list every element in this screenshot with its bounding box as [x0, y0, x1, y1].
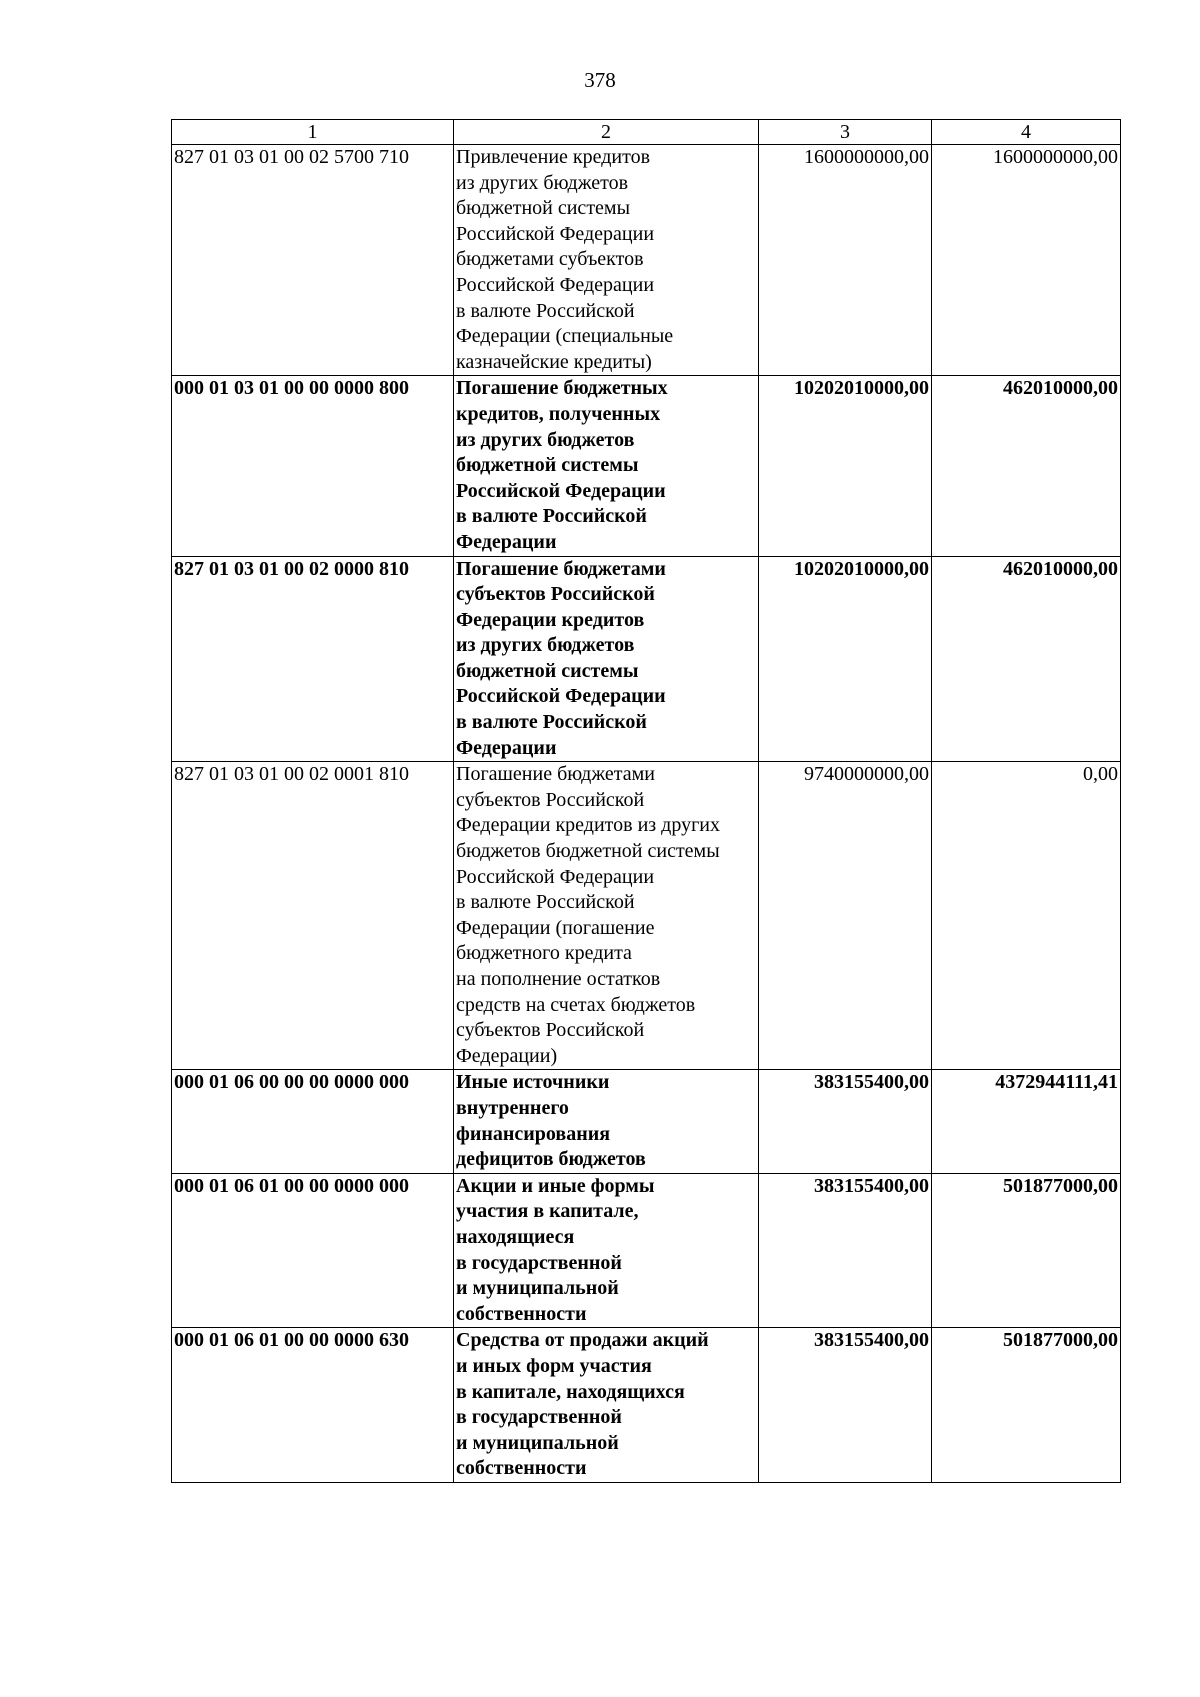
value-column-3: 383155400,00	[759, 1173, 932, 1328]
item-name: Акции и иные формы участия в капитале, находящиеся в государственной и муниципальной собственности	[454, 1173, 759, 1328]
item-name: Иные источники внутреннего финансирования дефицитов бюджетов	[454, 1070, 759, 1173]
budget-code: 000 01 06 01 00 00 0000 630	[172, 1328, 454, 1483]
value-column-4: 462010000,00	[932, 376, 1121, 556]
item-name: Погашение бюджетами субъектов Российской Федерации кредитов из других бюджетов бюджетной системы Российской Федерации в валюте Российской Федерации (погашение бюджетного кредита на пополнение остатков средств на счетах бюджетов субъектов Российской Федерации)	[454, 762, 759, 1070]
value-column-4: 462010000,00	[932, 556, 1121, 762]
budget-code: 827 01 03 01 00 02 0000 810	[172, 556, 454, 762]
header-row	[172, 120, 1121, 145]
budget-code: 000 01 06 00 00 00 0000 000	[172, 1070, 454, 1173]
budget-code: 827 01 03 01 00 02 5700 710	[172, 145, 454, 376]
value-column-4: 0,00	[932, 762, 1121, 1070]
budget-sources-table	[171, 119, 1121, 1483]
budget-code: 827 01 03 01 00 02 0001 810	[172, 762, 454, 1070]
column-header-1: 1	[172, 120, 454, 145]
value-column-4: 501877000,00	[932, 1328, 1121, 1483]
table-row	[172, 1070, 1121, 1173]
value-column-3: 10202010000,00	[759, 376, 932, 556]
table-row	[172, 145, 1121, 376]
value-column-3: 383155400,00	[759, 1070, 932, 1173]
table-header	[172, 120, 1121, 145]
table-body	[172, 145, 1121, 1483]
table-row	[172, 556, 1121, 762]
value-column-4: 501877000,00	[932, 1173, 1121, 1328]
value-column-3: 1600000000,00	[759, 145, 932, 376]
table-row	[172, 762, 1121, 1070]
budget-code: 000 01 03 01 00 00 0000 800	[172, 376, 454, 556]
table-row	[172, 1173, 1121, 1328]
table-row	[172, 1328, 1121, 1483]
value-column-3: 9740000000,00	[759, 762, 932, 1070]
item-name: Привлечение кредитов из других бюджетов бюджетной системы Российской Федерации бюджетами субъектов Российской Федерации в валюте Российской Федерации (специальные казначейские кредиты)	[454, 145, 759, 376]
value-column-3: 10202010000,00	[759, 556, 932, 762]
value-column-3: 383155400,00	[759, 1328, 932, 1483]
budget-code: 000 01 06 01 00 00 0000 000	[172, 1173, 454, 1328]
column-header-3: 3	[759, 120, 932, 145]
item-name: Погашение бюджетных кредитов, полученных из других бюджетов бюджетной системы Российской Федерации в валюте Российской Федерации	[454, 376, 759, 556]
column-header-2: 2	[454, 120, 759, 145]
column-header-4: 4	[932, 120, 1121, 145]
item-name: Средства от продажи акций и иных форм участия в капитале, находящихся в государственной и муниципальной собственности	[454, 1328, 759, 1483]
value-column-4: 4372944111,41	[932, 1070, 1121, 1173]
table-row	[172, 376, 1121, 556]
item-name: Погашение бюджетами субъектов Российской Федерации кредитов из других бюджетов бюджетной системы Российской Федерации в валюте Российской Федерации	[454, 556, 759, 762]
page-number: 378	[584, 68, 616, 92]
value-column-4: 1600000000,00	[932, 145, 1121, 376]
